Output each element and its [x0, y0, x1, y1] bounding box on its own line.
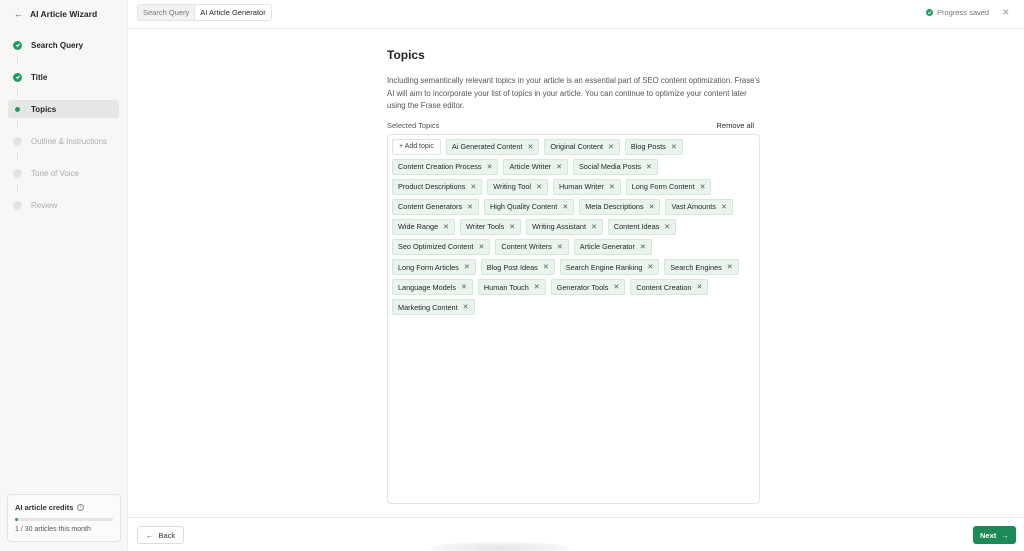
step-tone-of-voice [8, 164, 119, 182]
topic-row [392, 199, 755, 215]
topic-chip-label: Content Ideas [613, 222, 660, 232]
step-label: Topics [31, 104, 57, 114]
remove-topic-icon[interactable]: ✕ [556, 243, 563, 251]
topic-chip [574, 239, 652, 255]
topic-chip [392, 219, 455, 235]
topic-chip-label: Blog Posts [630, 142, 666, 151]
remove-topic-icon[interactable]: ✕ [562, 203, 569, 211]
topic-chip [392, 279, 473, 295]
next-button[interactable] [973, 526, 1016, 544]
topic-chip-label: Content Creation [636, 282, 692, 292]
add-topic-button[interactable]: + Add topic [392, 139, 441, 155]
footer [128, 517, 1024, 551]
step-topics[interactable] [8, 100, 119, 118]
topic-chip-label: Wide Range [398, 222, 439, 232]
topic-chip [503, 159, 568, 175]
topic-chip-label: Social Media Posts [578, 162, 641, 172]
topic-chip-label: Writer Tools [466, 222, 505, 232]
remove-topic-icon[interactable]: ✕ [696, 284, 703, 292]
topic-row [392, 159, 755, 175]
topic-row [392, 259, 755, 275]
breadcrumb-search-query[interactable]: Search Query [138, 5, 195, 20]
topic-chip [446, 139, 539, 155]
topic-chip [392, 199, 479, 215]
remove-topic-icon[interactable]: ✕ [486, 163, 493, 171]
saved-check-icon [926, 9, 933, 16]
topic-chip [553, 179, 621, 195]
sidebar [0, 0, 128, 551]
remove-topic-icon[interactable]: ✕ [648, 203, 655, 211]
arrow-left-icon: ← [146, 530, 154, 540]
step-connector [17, 121, 18, 128]
decorative-shadow [430, 542, 570, 551]
remove-topic-icon[interactable]: ✕ [527, 143, 534, 151]
step-list [8, 36, 119, 214]
topic-chip-label: Content Creation Process [398, 162, 482, 172]
pending-dot-icon [13, 201, 22, 210]
back-button[interactable] [137, 526, 184, 544]
remove-topic-icon[interactable]: ✕ [670, 143, 677, 151]
top-bar [128, 0, 1024, 29]
topic-chip-label: Long Form Articles [398, 262, 459, 272]
credits-usage-text: 1 / 30 articles this month [15, 526, 91, 533]
active-dot-icon [13, 105, 22, 114]
step-label: Search Query [31, 40, 84, 50]
page-title: Topics [387, 48, 425, 62]
topic-chip-label: Article Writer [509, 162, 552, 172]
topic-chip [487, 179, 548, 195]
remove-topic-icon[interactable]: ✕ [509, 223, 516, 231]
topic-chip-label: Article Generator [579, 242, 635, 252]
remove-topic-icon[interactable]: ✕ [608, 143, 614, 151]
topic-chip [392, 259, 476, 275]
step-connector [17, 57, 18, 64]
remove-topic-icon[interactable]: ✕ [463, 264, 470, 272]
topic-chip [608, 219, 676, 235]
check-circle-icon [13, 41, 22, 50]
credits-card [7, 494, 121, 542]
topic-chip [551, 279, 626, 295]
wizard-header[interactable] [14, 8, 97, 20]
remove-topic-icon[interactable]: ✕ [646, 163, 652, 171]
selected-topics-header [387, 121, 760, 130]
next-button-label: Next [980, 530, 997, 540]
progress-saved-label: Progress saved [937, 8, 990, 17]
remove-topic-icon[interactable]: ✕ [699, 183, 706, 191]
topic-chip-label: Seo Optimized Content [398, 242, 474, 252]
topic-chip-label: Language Models [398, 282, 457, 292]
remove-topic-icon[interactable]: ✕ [470, 183, 477, 191]
step-label: Tone of Voice [31, 168, 80, 178]
arrow-right-icon: → [1001, 530, 1009, 540]
topic-chip-label: Meta Descriptions [585, 202, 644, 212]
back-arrow-icon[interactable]: ← [14, 9, 23, 19]
step-outline-instructions [8, 132, 119, 150]
breadcrumb [137, 4, 272, 21]
topic-chip [484, 199, 574, 215]
topic-row [392, 139, 755, 155]
topic-chip [392, 159, 498, 175]
topic-row [392, 299, 755, 315]
pending-dot-icon [13, 169, 22, 178]
remove-topic-icon[interactable]: ✕ [467, 203, 473, 211]
remove-topic-icon[interactable]: ✕ [613, 284, 620, 292]
topic-chip-label: High Quality Content [489, 202, 558, 212]
pending-dot-icon [13, 137, 22, 146]
step-connector [17, 185, 18, 192]
topic-row [392, 179, 755, 195]
credits-progress-fill [15, 518, 18, 521]
topic-chip-label: Vast Amounts [671, 202, 716, 212]
remove-topic-icon[interactable]: ✕ [608, 183, 615, 191]
topic-chip [626, 179, 712, 195]
topic-chip [392, 299, 475, 315]
progress-saved-status [926, 8, 989, 17]
topic-chip [392, 239, 490, 255]
remove-topic-icon[interactable]: ✕ [536, 183, 542, 191]
topic-chip [495, 239, 568, 255]
topic-chip [460, 219, 521, 235]
main-content [387, 48, 760, 504]
step-label: Review [31, 200, 58, 210]
topic-chip [630, 279, 708, 295]
topic-chip-label: Human Touch [483, 282, 529, 292]
topic-chip-label: Marketing Content [398, 302, 458, 312]
topic-chip-label: Content Writers [501, 242, 552, 252]
remove-topic-icon[interactable]: ✕ [542, 264, 549, 272]
topic-chip [544, 139, 620, 155]
topic-chip-label: Writing Assistant [532, 222, 586, 232]
step-title[interactable] [8, 68, 119, 86]
remove-topic-icon[interactable]: ✕ [664, 223, 671, 231]
step-connector [17, 89, 18, 96]
topic-chip-label: Ai Generated Content [451, 142, 523, 151]
topic-chip-label: Blog Post Ideas [486, 262, 538, 272]
remove-topic-icon[interactable]: ✕ [462, 304, 469, 312]
step-connector [17, 153, 18, 160]
selected-topics-label: Selected Topics [387, 120, 440, 130]
topic-chip-label: Search Engines [670, 262, 722, 272]
step-label: Title [31, 72, 48, 82]
topic-chip [665, 199, 732, 215]
topic-chip [573, 159, 658, 175]
remove-topic-icon[interactable]: ✕ [461, 284, 467, 292]
topic-row [392, 219, 755, 235]
remove-topic-icon[interactable]: ✕ [720, 203, 727, 211]
topic-chip-label: Search Engine Ranking [565, 262, 643, 272]
topic-chip [478, 279, 546, 295]
check-circle-icon [13, 73, 22, 82]
remove-topic-icon[interactable]: ✕ [556, 163, 562, 171]
topic-chip-label: Generator Tools [556, 282, 609, 292]
topic-chip [579, 199, 660, 215]
credits-progress-bar [15, 518, 113, 521]
remove-topic-icon[interactable]: ✕ [639, 243, 646, 251]
topic-chip [526, 219, 603, 235]
topic-chip-label: Content Generators [398, 202, 463, 212]
breadcrumb-ai-article-generator[interactable]: AI Article Generator [195, 5, 270, 20]
topic-chip-label: Human Writer [558, 182, 604, 192]
remove-all-button[interactable]: Remove all [716, 120, 754, 130]
remove-topic-icon[interactable]: ✕ [533, 284, 540, 292]
topics-box [387, 134, 760, 504]
topic-chip-label: Long Form Content [631, 182, 695, 192]
topic-chip-label: Original Content [550, 142, 604, 151]
credits-title-row [15, 503, 113, 512]
remove-topic-icon[interactable]: ✕ [590, 223, 597, 231]
credits-title: AI article credits [15, 503, 74, 512]
info-icon[interactable]: i [77, 504, 84, 511]
step-search-query[interactable] [8, 36, 119, 54]
topic-row [392, 279, 755, 295]
wizard-title: AI Article Wizard [30, 9, 98, 19]
topic-chip [392, 179, 482, 195]
step-label: Outline & Instructions [31, 136, 108, 146]
close-icon[interactable]: ✕ [1002, 7, 1010, 17]
back-button-label: Back [158, 530, 176, 540]
page-description: Including semantically relevant topics in your article is an essential part of SEO content optimization. Frase's AI will aim to incorporate your list of topics in your article. You can continue to optimize your content later using the Frase editor. [387, 76, 760, 110]
step-review [8, 196, 119, 214]
remove-topic-icon[interactable]: ✕ [647, 264, 654, 272]
topic-chip [481, 259, 555, 275]
topic-chip [664, 259, 738, 275]
remove-topic-icon[interactable]: ✕ [478, 243, 485, 251]
topic-chip [625, 139, 683, 155]
remove-topic-icon[interactable]: ✕ [443, 223, 450, 231]
topic-chip [560, 259, 660, 275]
topic-row [392, 239, 755, 255]
topic-chip-label: Product Descriptions [398, 182, 466, 192]
topic-chip-label: Writing Tool [493, 182, 532, 192]
remove-topic-icon[interactable]: ✕ [726, 264, 733, 272]
